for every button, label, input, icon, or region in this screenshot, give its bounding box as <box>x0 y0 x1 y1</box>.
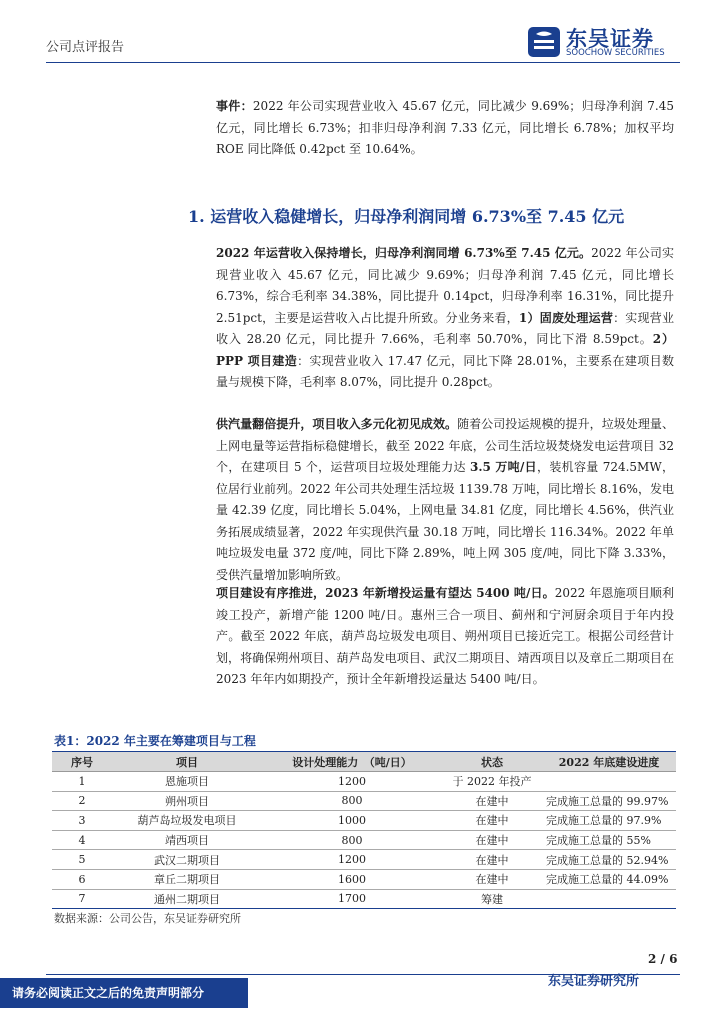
cell-project: 恩施项目 <box>112 772 262 792</box>
paragraph-revenue-text-b: ：实现营业收入 28.20 亿元，同比提升 7.66%，毛利率 50.70%，同比下滑 8.59pct。 <box>216 310 674 346</box>
table-row <box>52 811 676 831</box>
table-row <box>52 850 676 870</box>
cell-no: 6 <box>52 869 112 889</box>
section-1-title: 1. 运营收入稳健增长，归母净利润同增 6.73%至 7.45 亿元 <box>188 207 625 226</box>
cell-capacity: 800 <box>262 791 442 811</box>
paragraph-revenue-text-a: 2022 年公司实现营业收入 45.67 亿元，同比减少 9.69%；归母净利润 7.45 亿元，同比增长 6.73%，综合毛利率 34.38%，同比提升 0.14pct，归母净利率 16.31%，同比提升 2.51pct，主要是运营收入占比提升所致。分业务来看， <box>216 246 674 325</box>
table-header-row <box>52 752 676 772</box>
cell-status: 在建中 <box>442 811 542 831</box>
col-header-capacity: 设计处理能力 （吨/日） <box>262 752 442 772</box>
header-rule <box>46 62 680 63</box>
event-text: 2022 年公司实现营业收入 45.67 亿元，同比减少 9.69%；归母净利润 7.45 亿元，同比增长 6.73%；扣非归母净利润 7.33 亿元，同比增长 6.78%；加权平均 ROE 同比降低 0.42pct 至 10.64%。 <box>216 99 674 156</box>
cell-status: 在建中 <box>442 869 542 889</box>
institute-name: 东吴证券研究所 <box>548 974 640 989</box>
capacity-highlight: 3.5 万吨/日 <box>469 460 537 474</box>
table-row <box>52 869 676 889</box>
cell-capacity: 1700 <box>262 889 442 909</box>
cell-progress: 完成施工总量的 97.9% <box>542 811 676 831</box>
cell-project: 葫芦岛垃圾发电项目 <box>112 811 262 831</box>
table-row <box>52 830 676 850</box>
cell-no: 1 <box>52 772 112 792</box>
paragraph-steam <box>216 414 674 586</box>
event-paragraph <box>216 96 674 161</box>
paragraph-projects-lead: 项目建设有序推进，2023 年新增投运量有望达 5400 吨/日。 <box>216 586 555 600</box>
paragraph-steam-lead: 供汽量翻倍提升，项目收入多元化初见成效。 <box>216 417 458 431</box>
cell-status: 在建中 <box>442 850 542 870</box>
paragraph-projects-text: 2022 年恩施项目顺利竣工投产，新增产能 1200 吨/日。惠州三合一项目、蓟州和宁河厨余项目于年内投产。截至 2022 年底，葫芦岛垃圾发电项目、朔州项目已接近完工。根据公司经营计划，将确保朔州项目、葫芦岛发电项目、武汉二期项目、靖西项目以及章丘二期项目在 2023 年年内如期投产，预计全年新增投运量达 5400 吨/日。 <box>216 586 674 686</box>
cell-project: 通州二期项目 <box>112 889 262 909</box>
logo-cn: 东吴证券 <box>566 27 654 51</box>
cell-progress <box>542 889 676 909</box>
disclaimer-banner[interactable]: 请务必阅读正文之后的免责声明部分 <box>0 978 248 1008</box>
paragraph-steam-text-b: ，装机容量 724.5MW，位居行业前列。2022 年公司共处理生活垃圾 1139.78 万吨，同比增长 8.16%，发电量 42.39 亿度，同比增长 5.04%，上网电量 34.81 亿度，同比增长 4.56%，供汽业务拓展成绩显著，2022 年实现供汽量 30.18 万吨，同比增长 116.34%。2022 年单吨垃圾发电量 372 度/吨，同比下降 2.89%，吨上网 305 度/吨，同比下降 3.33%，受供汽量增加影响所致。 <box>216 460 674 582</box>
cell-project: 靖西项目 <box>112 830 262 850</box>
col-header-status: 状态 <box>442 752 542 772</box>
cell-status: 筹建 <box>442 889 542 909</box>
cell-no: 5 <box>52 850 112 870</box>
cell-capacity: 800 <box>262 830 442 850</box>
cell-project: 朔州项目 <box>112 791 262 811</box>
cell-progress: 完成施工总量的 55% <box>542 830 676 850</box>
report-type-label: 公司点评报告 <box>46 40 125 55</box>
col-header-progress: 2022 年底建设进度 <box>542 752 676 772</box>
paragraph-projects <box>216 583 674 691</box>
cell-progress <box>542 772 676 792</box>
cell-project: 武汉二期项目 <box>112 850 262 870</box>
logo-en: SOOCHOW SECURITIES <box>566 48 665 58</box>
cell-capacity: 1600 <box>262 869 442 889</box>
cell-no: 3 <box>52 811 112 831</box>
col-header-no: 序号 <box>52 752 112 772</box>
table-row <box>52 791 676 811</box>
brand-logo <box>526 25 676 61</box>
col-header-project: 项目 <box>112 752 262 772</box>
cell-no: 4 <box>52 830 112 850</box>
projects-table <box>52 751 676 909</box>
segment-solid-waste: 1）固废处理运营 <box>518 310 614 325</box>
cell-capacity: 1200 <box>262 772 442 792</box>
cell-no: 2 <box>52 791 112 811</box>
cell-progress: 完成施工总量的 44.09% <box>542 869 676 889</box>
segment-ppp: 2）PPP 项目建造 <box>216 332 674 368</box>
cell-progress: 完成施工总量的 99.97% <box>542 791 676 811</box>
cell-no: 7 <box>52 889 112 909</box>
soochow-logo-icon <box>526 25 562 59</box>
event-label: 事件： <box>216 99 253 113</box>
paragraph-steam-text-a: 随着公司投运规模的提升，垃圾处理量、上网电量等运营指标稳健增长，截至 2022 年底，公司生活垃圾焚烧发电运营项目 32 个，在建项目 5 个，运营项目垃圾处理能力达 <box>216 417 674 474</box>
paragraph-revenue <box>216 243 674 394</box>
paragraph-revenue-text-c: ：实现营业收入 17.47 亿元，同比下降 28.01%，主要系在建项目数量与规模下降，毛利率 8.07%，同比提升 0.28pct。 <box>216 353 675 389</box>
cell-project: 章丘二期项目 <box>112 869 262 889</box>
paragraph-revenue-lead: 2022 年运营收入保持增长，归母净利润同增 6.73%至 7.45 亿元。 <box>216 246 592 260</box>
table-row <box>52 889 676 909</box>
table-caption: 表1：2022 年主要在筹建项目与工程 <box>54 734 256 748</box>
cell-status: 在建中 <box>442 791 542 811</box>
table-source: 数据来源：公司公告，东吴证券研究所 <box>54 912 241 925</box>
cell-progress: 完成施工总量的 52.94% <box>542 850 676 870</box>
cell-status: 在建中 <box>442 830 542 850</box>
page-number: 2 / 6 <box>648 952 678 966</box>
table-row <box>52 772 676 792</box>
cell-capacity: 1200 <box>262 850 442 870</box>
cell-status: 于 2022 年投产 <box>442 772 542 792</box>
cell-capacity: 1000 <box>262 811 442 831</box>
